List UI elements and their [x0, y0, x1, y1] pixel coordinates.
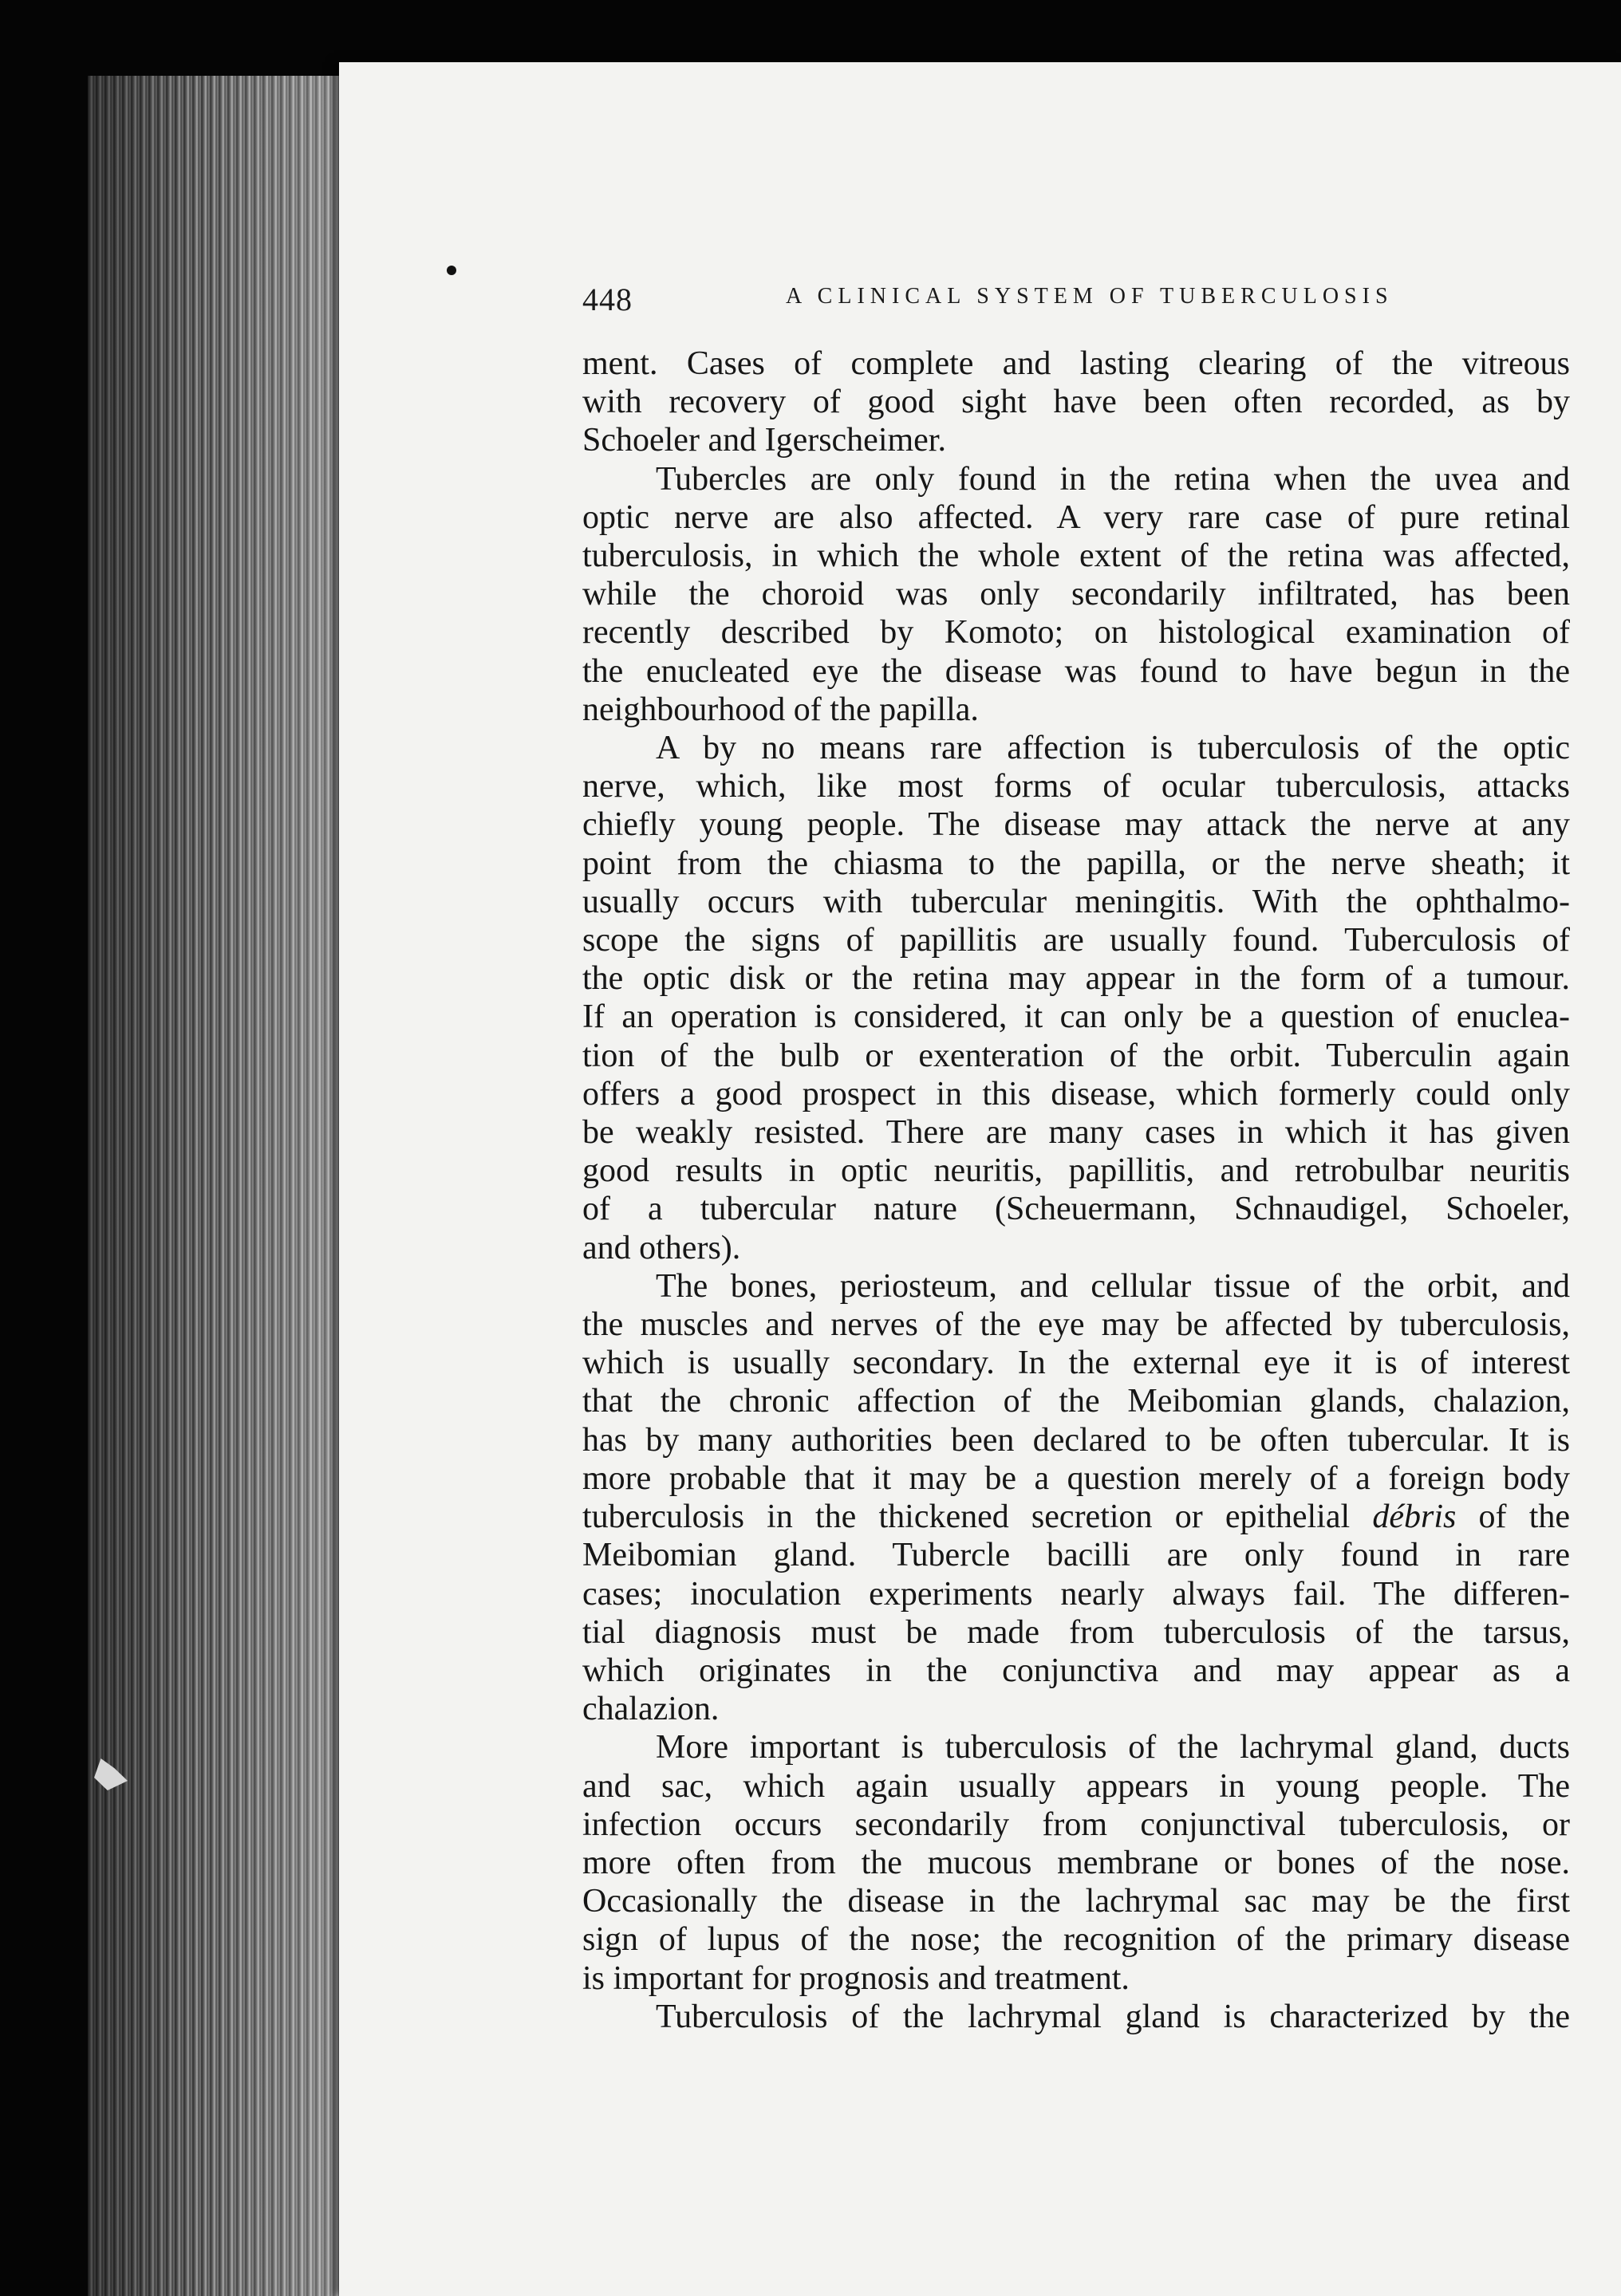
text-line: while the choroid was only secondarily infiltrated, has been [582, 576, 1570, 613]
text-line: tuberculosis, in which the whole extent of the retina was affected, [582, 538, 1570, 575]
text-line: chalazion. [582, 1691, 720, 1728]
text-line: neighbourhood of the papilla. [582, 691, 979, 728]
text-line: more often from the mucous membrane or bones of the nose. [582, 1844, 1570, 1881]
text-line: tial diagnosis must be made from tuberculosis of the tarsus, [582, 1613, 1570, 1651]
text-line: optic nerve are also affected. A very rare case of pure retinal [582, 498, 1570, 536]
text-line: of a tubercular nature (Scheuermann, Schnaudigel, Schoeler, [582, 1191, 1570, 1228]
text-line: usually occurs with tubercular meningitis. With the ophthalmo- [582, 883, 1570, 920]
text-line: which originates in the conjunctiva and may appear as a [582, 1652, 1570, 1689]
ink-dot [447, 266, 456, 275]
text-line: with recovery of good sight have been often recorded, as by [582, 384, 1570, 421]
text-line: cases; inoculation experiments nearly always fail. The differen- [582, 1575, 1570, 1613]
text-line: is important for prognosis and treatment. [582, 1959, 1130, 1997]
text-line: Occasionally the disease in the lachrymal sac may be the first [582, 1883, 1570, 1920]
text-line: has by many authorities been declared to be often tubercular. It is [582, 1421, 1570, 1459]
text-line [582, 1498, 1570, 1536]
text-line: offers a good prospect in this disease, which formerly could only [582, 1075, 1570, 1113]
italic-term: débris [1372, 1499, 1457, 1536]
page-number: 448 [582, 282, 633, 317]
text-line: chiefly young people. The disease may attack the nerve at any [582, 806, 1570, 844]
text-line: tion of the bulb or exenteration of the orbit. Tuberculin again [582, 1037, 1570, 1074]
text-line: More important is tuberculosis of the lachrymal gland, ducts [656, 1729, 1570, 1766]
text-line: A by no means rare affection is tuberculosis of the optic [656, 730, 1570, 767]
text-segment: tuberculosis in the thickened secretion or epithelial [582, 1499, 1351, 1536]
text-line: more probable that it may be a question merely of a foreign body [582, 1459, 1570, 1497]
text-line: which is usually secondary. In the external eye it is of interest [582, 1345, 1570, 1382]
text-line: Schoeler and Igerscheimer. [582, 422, 946, 459]
text-line: and sac, which again usually appears in young people. The [582, 1767, 1570, 1805]
text-line: point from the chiasma to the papilla, or the nerve sheath; it [582, 845, 1570, 882]
text-line: that the chronic affection of the Meibomian glands, chalazion, [582, 1383, 1570, 1420]
text-line: and others). [582, 1229, 741, 1266]
page-header [582, 281, 1584, 321]
body-text [582, 345, 1570, 2036]
text-line: be weakly resisted. There are many cases in which it has given [582, 1114, 1570, 1152]
text-line: sign of lupus of the nose; the recognition of the primary disease [582, 1921, 1570, 1959]
text-line: ment. Cases of complete and lasting clearing of the vitreous [582, 345, 1570, 382]
text-line: the optic disk or the retina may appear in the form of a tumour. [582, 960, 1570, 998]
text-line: scope the signs of papillitis are usually found. Tuberculosis of [582, 922, 1570, 959]
text-line: recently described by Komoto; on histological examination of [582, 614, 1570, 652]
text-line: good results in optic neuritis, papillitis, and retrobulbar neuritis [582, 1152, 1570, 1190]
running-head: A CLINICAL SYSTEM OF TUBERCULOSIS [786, 284, 1394, 309]
text-line: nerve, which, like most forms of ocular tuberculosis, attacks [582, 768, 1570, 805]
text-line: infection occurs secondarily from conjunctival tuberculosis, or [582, 1806, 1570, 1843]
page-edges [88, 76, 343, 2296]
text-line: the enucleated eye the disease was found to have begun in the [582, 652, 1570, 690]
text-segment: of the [1478, 1499, 1571, 1536]
text-line: the muscles and nerves of the eye may be affected by tuberculosis, [582, 1306, 1570, 1344]
text-line: The bones, periosteum, and cellular tissue of the orbit, and [656, 1267, 1570, 1305]
text-line: Tubercles are only found in the retina when the uvea and [656, 460, 1570, 498]
text-line: If an operation is considered, it can only be a question of enuclea- [582, 998, 1570, 1036]
text-line: Meibomian gland. Tubercle bacilli are only found in rare [582, 1537, 1570, 1574]
text-line: Tuberculosis of the lachrymal gland is characterized by the [656, 1998, 1570, 2035]
